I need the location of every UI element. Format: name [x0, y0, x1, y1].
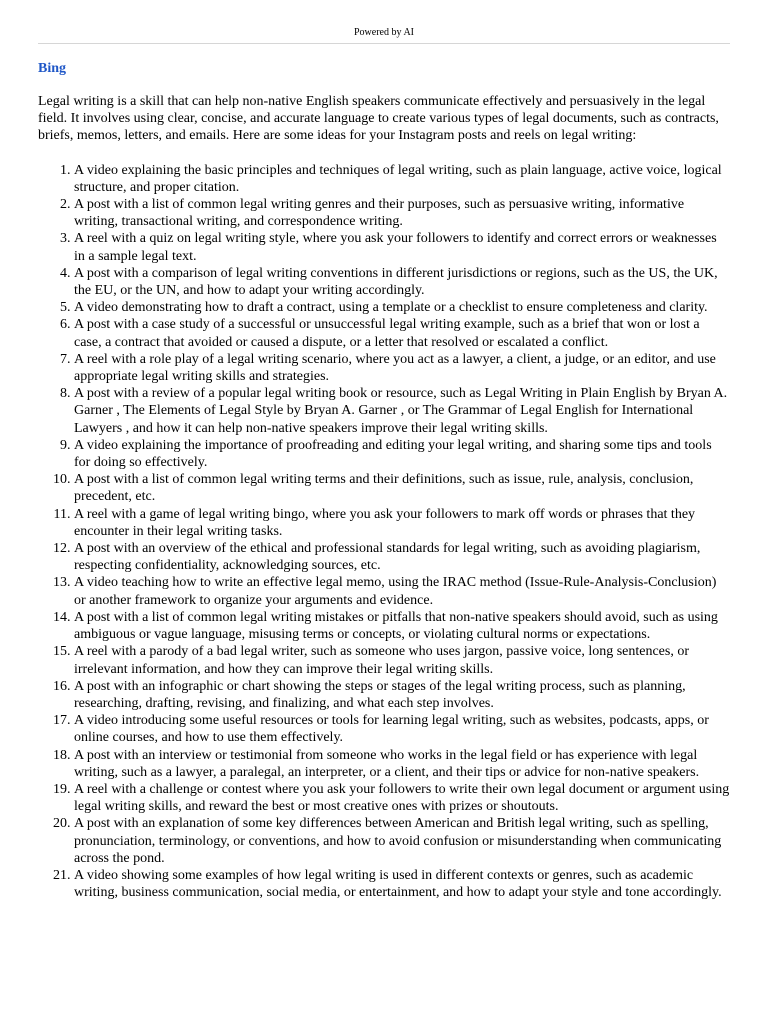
powered-by-header: Powered by AI [38, 0, 730, 44]
list-item: 8. A post with a review of a popular legal writing book or resource, such as Legal Writing in Plain English by Bryan A. Garner , The Elements of Legal Style by Bryan A. Garner , or The Grammar of Legal English for International Lawyers , and how it can help non-native speakers improve their legal writing skills. [74, 385, 730, 437]
list-item: 16. A post with an infographic or chart showing the steps or stages of the legal writing process, such as planning, researching, drafting, revising, and finalizing, and what each step involves. [74, 678, 730, 712]
list-item: 3. A reel with a quiz on legal writing style, where you ask your followers to identify and correct errors or weaknesses in a sample legal text. [74, 230, 730, 264]
list-item: 11. A reel with a game of legal writing bingo, where you ask your followers to mark off words or phrases that they encounter in their legal writing tasks. [74, 506, 730, 540]
list-item: 17. A video introducing some useful resources or tools for learning legal writing, such as websites, podcasts, apps, or online courses, and how to use them effectively. [74, 712, 730, 746]
list-item: 2. A post with a list of common legal writing genres and their purposes, such as persuasive writing, informative writing, transactional writing, and correspondence writing. [74, 196, 730, 230]
brand-title: Bing [38, 61, 67, 76]
list-item: 18. A post with an interview or testimonial from someone who works in the legal field or has experience with legal writing, such as a lawyer, a paralegal, an interpreter, or a client, and their tips or advice for non-native speakers. [74, 747, 730, 781]
intro-paragraph: Legal writing is a skill that can help non-native English speakers communicate effectively and persuasively in the legal field. It involves using clear, concise, and accurate language to create various types of legal documents, such as contracts, briefs, memos, letters, and emails. Here are some ideas for your Instagram posts and reels on legal writing: [38, 94, 719, 144]
list-item: 13. A video teaching how to write an effective legal memo, using the IRAC method (Issue-Rule-Analysis-Conclusion) or another framework to organize your arguments and evidence. [74, 574, 730, 608]
list-item: 1. A video explaining the basic principles and techniques of legal writing, such as plain language, active voice, logical structure, and proper citation. [74, 162, 730, 196]
list-item: 9. A video explaining the importance of proofreading and editing your legal writing, and sharing some tips and tools for doing so effectively. [74, 437, 730, 471]
list-item: 12. A post with an overview of the ethical and professional standards for legal writing, such as avoiding plagiarism, respecting confidentiality, acknowledging sources, etc. [74, 540, 730, 574]
list-item: 20. A post with an explanation of some key differences between American and British legal writing, such as spelling, pronunciation, terminology, or conventions, and how to avoid confusion or misunderstanding when communicating across the pond. [74, 815, 730, 867]
list-item: 21. A video showing some examples of how legal writing is used in different contexts or genres, such as academic writing, business communication, social media, or entertainment, and how to adapt your style and tone accordingly. [74, 867, 730, 901]
list-item: 4. A post with a comparison of legal writing conventions in different jurisdictions or regions, such as the US, the UK, the EU, or the UN, and how to adapt your writing accordingly. [74, 265, 730, 299]
list-item: 6. A post with a case study of a successful or unsuccessful legal writing example, such as a brief that won or lost a case, a contract that avoided or caused a dispute, or a letter that resolved or escalated a conflict. [74, 316, 730, 350]
list-item: 10. A post with a list of common legal writing terms and their definitions, such as issue, rule, analysis, conclusion, precedent, etc. [74, 471, 730, 505]
document-page [38, 0, 730, 901]
list-item: 5. A video demonstrating how to draft a contract, using a template or a checklist to ensure completeness and clarity. [74, 299, 730, 316]
list-item: 19. A reel with a challenge or contest where you ask your followers to write their own legal document or argument using legal writing skills, and reward the best or most creative ones with prizes or shoutouts. [74, 781, 730, 815]
list-item: 15. A reel with a parody of a bad legal writer, such as someone who uses jargon, passive voice, long sentences, or irrelevant information, and how they can improve their legal writing skills. [74, 643, 730, 677]
ideas-list [38, 162, 730, 902]
list-item: 7. A reel with a role play of a legal writing scenario, where you act as a lawyer, a client, a judge, or an editor, and use appropriate legal writing skills and strategies. [74, 351, 730, 385]
list-item: 14. A post with a list of common legal writing mistakes or pitfalls that non-native speakers should avoid, such as using ambiguous or vague language, misusing terms or concepts, or violating cultural norms or expectations. [74, 609, 730, 643]
